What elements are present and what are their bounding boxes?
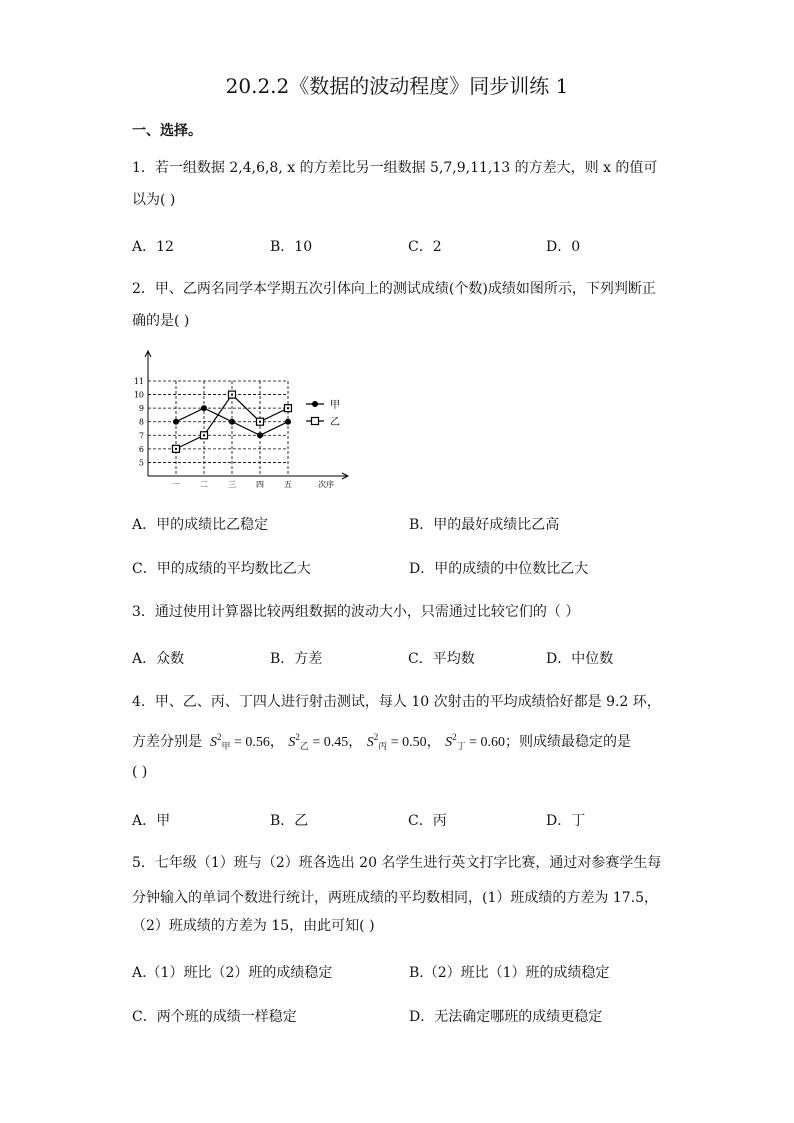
question-2-line-1: 2．甲、乙两名同学本学期五次引体向上的测试成绩(个数)成绩如图所示，下列判断正: [132, 281, 656, 297]
y-tick-label: 8: [138, 417, 144, 427]
q5-option-d[interactable]: D．无法确定哪班的成绩更稳定: [409, 1009, 603, 1025]
line-chart: [130, 348, 360, 493]
legend-label-1: 甲: [330, 400, 340, 411]
variance-prefix: 方差分别是: [132, 734, 202, 750]
point-甲-4: [257, 432, 263, 438]
x-tick-label: 二: [200, 480, 208, 489]
q5-option-b[interactable]: B.（2）班比（1）班的成绩稳定: [409, 965, 610, 981]
variance-ding: $S^2_丁 = 0.60$: [445, 732, 505, 751]
x-tick-label: 三: [228, 480, 236, 489]
section-heading: 一、选择。: [132, 123, 202, 139]
y-tick-label: 6: [138, 444, 144, 454]
x-tick-label: 四: [256, 480, 264, 489]
question-5-line-2: 分钟输入的单词个数进行统计，两班成绩的平均数相同，(1）班成绩的方差为 17.5，: [132, 890, 658, 906]
q4-option-c[interactable]: C．丙: [408, 813, 447, 829]
point-inner-乙-5: [287, 407, 289, 409]
q4-option-a[interactable]: A．甲: [132, 813, 171, 829]
question-4-line-2: 方差分别是 $S^2_甲 = 0.56$， $S^2_乙 = 0.45$， $S^2_丙 = 0.50$， $S^2_丁 = 0.60$；则成绩最稳定的是: [132, 732, 631, 751]
q3-option-d[interactable]: D．中位数: [546, 651, 614, 667]
q5-option-c[interactable]: C．两个班的成绩一样稳定: [132, 1009, 297, 1025]
question-2-line-2: 确的是( ): [132, 313, 190, 329]
variance-bing: $S^2_丙 = 0.50$: [366, 732, 427, 751]
q1-option-a[interactable]: A．12: [132, 239, 174, 255]
y-tick-label: 9: [138, 404, 144, 414]
q5-option-a[interactable]: A.（1）班比（2）班的成绩稳定: [132, 965, 333, 981]
question-4-line-1: 4．甲、乙、丙、丁四人进行射击测试，每人 10 次射击的平均成绩恰好都是 9.2 环，: [132, 694, 661, 710]
question-5-line-3: （2）班成绩的方差为 15，由此可知( ): [132, 918, 375, 934]
page-title: 20.2.2《数据的波动程度》同步训练 1: [225, 74, 569, 98]
x-axis-title: 次序: [318, 480, 334, 489]
point-inner-乙-3: [231, 394, 233, 396]
legend-label-2: 乙: [330, 417, 340, 428]
q3-option-c[interactable]: C．平均数: [408, 651, 475, 667]
question-3-line-1: 3．通过使用计算器比较两组数据的波动大小，只需通过比较它们的（ ）: [132, 604, 580, 620]
point-inner-乙-4: [259, 421, 261, 423]
y-tick-label: 11: [133, 377, 144, 386]
question-1-line-1: 1．若一组数据 2,4,6,8, x 的方差比另一组数据 5,7,9,11,13 的方差大，则 x 的值可: [132, 160, 658, 176]
q1-option-b[interactable]: B．10: [270, 239, 313, 255]
variance-jia: $S^2_甲 = 0.56$: [206, 732, 270, 751]
variance-suffix: ；则成绩最稳定的是: [505, 734, 631, 750]
point-inner-乙-1: [175, 448, 177, 450]
point-甲-1: [173, 419, 179, 425]
legend-marker-2: [312, 418, 319, 425]
variance-yi: $S^2_乙 = 0.45$: [288, 732, 349, 751]
q3-option-b[interactable]: B．方差: [270, 651, 323, 667]
point-甲-5: [285, 419, 291, 425]
point-甲-2: [201, 405, 207, 411]
x-tick-label: 五: [284, 480, 292, 489]
question-5-line-1: 5．七年级（1）班与（2）班各选出 20 名学生进行英文打字比赛，通过对参赛学生每: [132, 855, 662, 871]
point-甲-3: [229, 419, 235, 425]
q4-option-b[interactable]: B．乙: [270, 813, 309, 829]
q4-option-d[interactable]: D．丁: [546, 813, 586, 829]
y-tick-label: 10: [133, 390, 144, 400]
question-4-line-3: ( ): [132, 764, 148, 780]
q1-option-d[interactable]: D．0: [546, 239, 581, 255]
y-tick-label: 7: [138, 431, 144, 441]
y-tick-label: 5: [138, 458, 144, 468]
q3-option-a[interactable]: A．众数: [132, 651, 185, 667]
q2-option-d[interactable]: D．甲的成绩的中位数比乙大: [409, 561, 589, 577]
q1-option-c[interactable]: C．2: [408, 239, 442, 255]
legend-marker-1: [312, 401, 318, 407]
question-1-line-2: 以为( ): [132, 192, 176, 208]
point-inner-乙-2: [203, 434, 205, 436]
q2-option-c[interactable]: C．甲的成绩的平均数比乙大: [132, 561, 311, 577]
q2-option-a[interactable]: A．甲的成绩比乙稳定: [132, 517, 269, 533]
x-tick-label: 一: [172, 480, 180, 489]
q2-option-b[interactable]: B．甲的最好成绩比乙高: [409, 517, 560, 533]
